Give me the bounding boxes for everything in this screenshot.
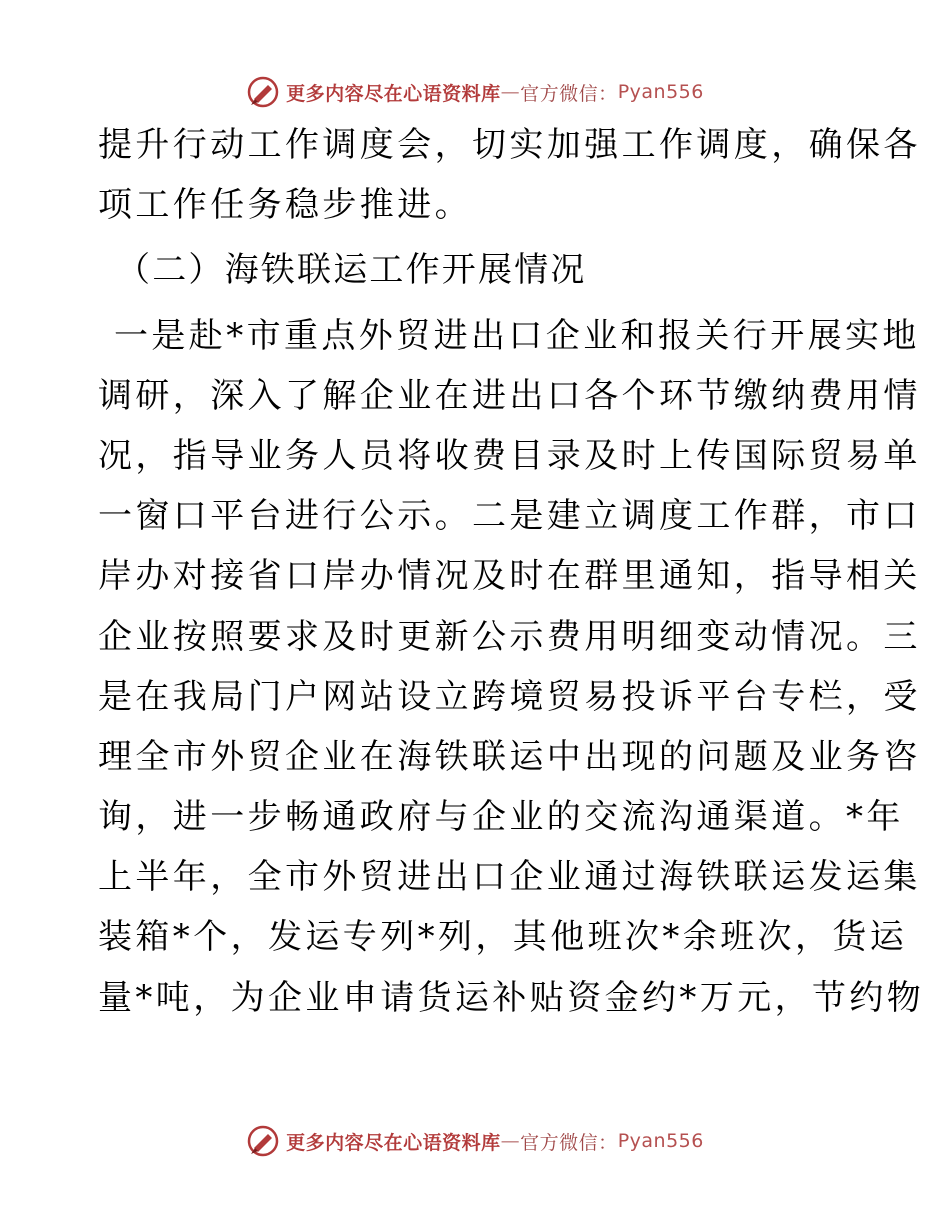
watermark-separator: — (500, 81, 521, 103)
text-line: 理全市外贸企业在海铁联运中出现的问题及业务咨 (98, 736, 921, 777)
section-heading: （二）海铁联运工作开展情况 (116, 250, 587, 291)
text-line: 调研，深入了解企业在进出口各个环节缴纳费用情 (98, 375, 921, 416)
text-line: 量*吨，为企业申请货运补贴资金约*万元，节约物 (98, 977, 925, 1018)
watermark-separator: — (500, 1130, 521, 1152)
text-line: 是在我局门户网站设立跨境贸易投诉平台专栏，受 (98, 676, 921, 717)
text-line: 上半年，全市外贸进出口企业通过海铁联运发运集 (98, 857, 921, 898)
text-line: 一窗口平台进行公示。二是建立调度工作群，市口 (98, 496, 921, 537)
text-line: 询，进一步畅通政府与企业的交流沟通渠道。*年 (98, 797, 904, 838)
text-line: 装箱*个，发运专列*列，其他班次*余班次，货运 (98, 917, 908, 958)
header-watermark (0, 72, 950, 112)
text-line: 项工作任务稳步推进。 (98, 185, 472, 226)
watermark-title: 更多内容尽在心语资料库 (286, 82, 501, 105)
document-body (98, 115, 925, 1028)
pen-nib-circle-icon (246, 1124, 280, 1158)
watermark-wechat-id: Pyan556 (617, 81, 704, 103)
pen-nib-circle-icon (246, 75, 280, 109)
watermark-title: 更多内容尽在心语资料库 (286, 1131, 501, 1154)
text-line: 一是赴*市重点外贸进出口企业和报关行开展实地 (114, 315, 920, 356)
footer-watermark (0, 1121, 950, 1161)
watermark-wechat-label: 官方微信： (520, 1131, 618, 1154)
text-line: 提升行动工作调度会，切实加强工作调度，确保各 (98, 125, 921, 165)
watermark-wechat-label: 官方微信： (520, 82, 618, 105)
text-line: 企业按照要求及时更新公示费用明细变动情况。三 (98, 616, 921, 657)
text-line: 岸办对接省口岸办情况及时在群里通知，指导相关 (98, 556, 921, 597)
text-line: 况，指导业务人员将收费目录及时上传国际贸易单 (98, 435, 921, 476)
watermark-wechat-id: Pyan556 (617, 1130, 704, 1152)
